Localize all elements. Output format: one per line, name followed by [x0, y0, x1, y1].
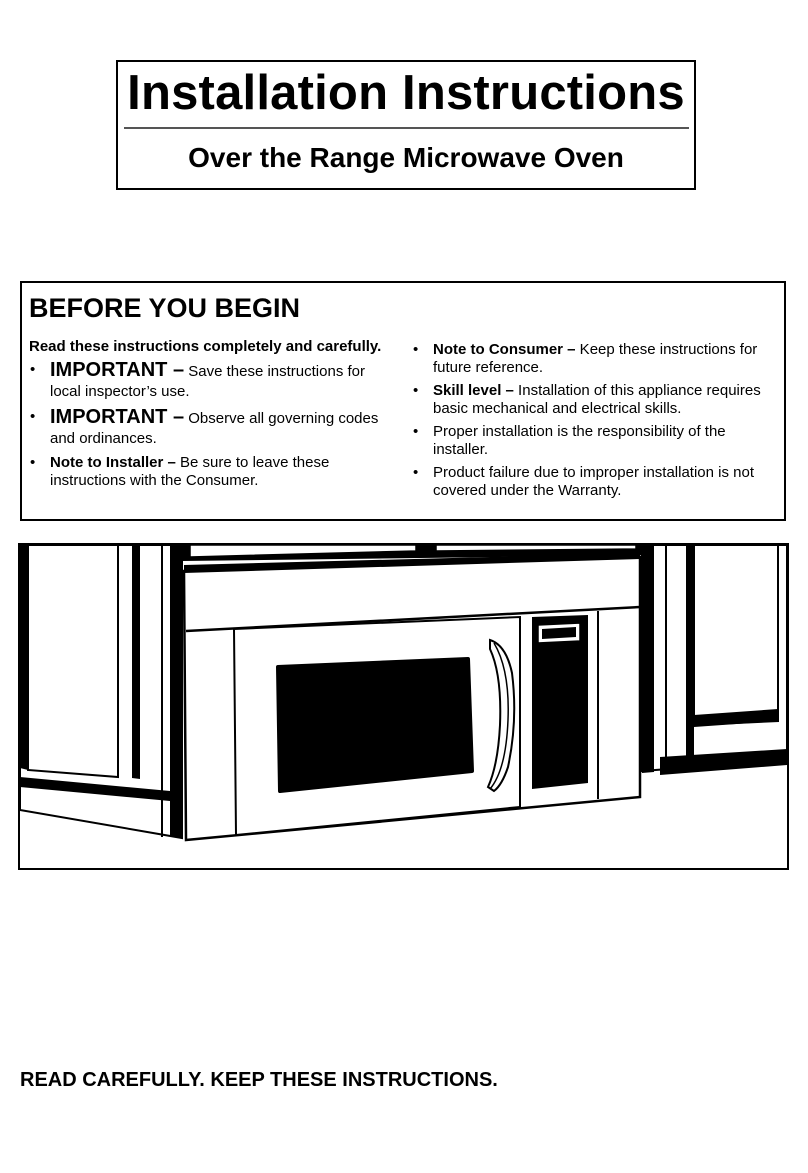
bullet-icon: •	[413, 341, 419, 358]
item-label: IMPORTANT –	[50, 406, 185, 428]
item-label: Note to Installer –	[50, 454, 176, 471]
title-box	[116, 60, 696, 190]
left-column	[29, 338, 397, 495]
item-label: Skill level –	[433, 382, 514, 399]
list-item	[29, 454, 397, 490]
microwave-drawing	[20, 545, 787, 868]
item-text: Keep these instructions for future reference.	[433, 341, 758, 376]
list-item	[412, 423, 778, 459]
bullet-icon: •	[413, 464, 419, 481]
bullet-icon: •	[413, 382, 419, 399]
list-item	[29, 360, 397, 402]
left-cabinet	[20, 545, 182, 838]
item-text: Installation of this appliance requires basic mechanical and electrical skills.	[433, 382, 761, 417]
page-subtitle: Over the Range Microwave Oven	[188, 142, 624, 173]
footer-note: READ CAREFULLY. KEEP THESE INSTRUCTIONS.	[20, 1069, 498, 1091]
microwave-illustration	[18, 543, 789, 870]
bullet-icon: •	[30, 454, 36, 471]
right-bullet-list	[412, 341, 778, 500]
item-label: IMPORTANT –	[50, 359, 185, 381]
section-heading: BEFORE YOU BEGIN	[29, 293, 301, 323]
title-divider	[124, 127, 689, 129]
list-item	[412, 382, 778, 418]
left-bullet-list	[29, 360, 397, 490]
bullet-icon: •	[30, 408, 36, 425]
item-text: Proper installation is the responsibility of the installer.	[433, 423, 726, 458]
bullet-icon: •	[413, 423, 419, 440]
item-text: Save these instructions for local inspector’s use.	[50, 363, 366, 400]
list-item	[412, 464, 778, 500]
before-you-begin-box	[20, 281, 786, 521]
right-column	[412, 341, 778, 505]
item-text: Observe all governing codes and ordinances.	[50, 410, 379, 447]
list-item	[412, 341, 778, 377]
item-text: Be sure to leave these instructions with the Consumer.	[50, 454, 330, 489]
list-item	[29, 407, 397, 449]
right-cabinet	[642, 545, 787, 775]
bullet-icon: •	[30, 361, 36, 378]
page-title: Installation Instructions	[127, 66, 685, 120]
item-text: Product failure due to improper installation is not covered under the Warranty.	[433, 464, 755, 499]
item-label: Note to Consumer –	[433, 341, 576, 358]
microwave-body	[184, 553, 640, 840]
lead-text: Read these instructions completely and carefully.	[29, 338, 382, 355]
